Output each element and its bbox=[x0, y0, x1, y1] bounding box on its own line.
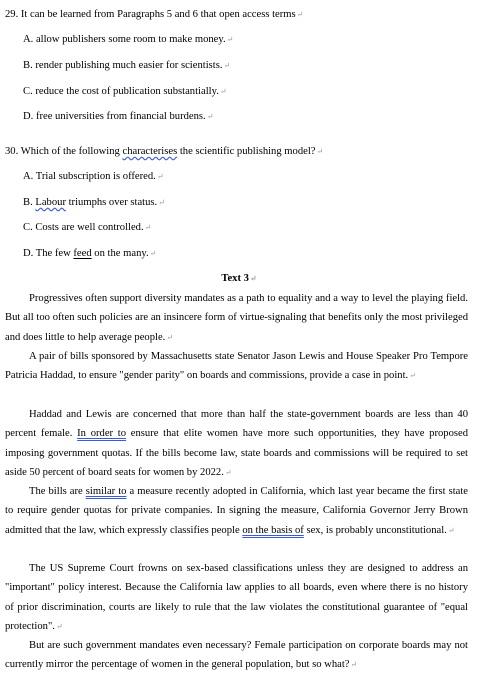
paragraph-mark: ↵ bbox=[149, 249, 157, 258]
paragraph-mark: ↵ bbox=[249, 274, 257, 283]
paragraph-mark: ↵ bbox=[55, 621, 63, 631]
paragraph-mark: ↵ bbox=[296, 10, 304, 19]
paragraph-mark: ↵ bbox=[409, 371, 416, 381]
paragraph-mark: ↵ bbox=[144, 223, 152, 232]
passage-paragraph-6: But are such government mandates even necessary? Female participation on corporate boards may not currently mirror the percentage of women in the general population, but so what?↵ bbox=[5, 640, 468, 671]
passage-paragraph-1: Progressives often support diversity mandates as a path to equality and a way to level the playing field. But all too often such policies are an insincere form of virtue-signaling that benefits only the most privileged and does little to help average people.↵ bbox=[5, 293, 468, 343]
passage-paragraph-4: The bills are similar to a measure recently adopted in California, which last year became the first state to require gender quotas for private companies. In signing the measure, California Governor Jerry Brown admitted that the law, which expressly classifies people on the basis of sex, is probably unconstitutional.↵ bbox=[5, 486, 468, 536]
underlined-word: feed bbox=[73, 248, 92, 259]
paragraph-mark: ↵ bbox=[156, 172, 164, 181]
question-29-option-b: B. render publishing much easier for scientists.↵ bbox=[23, 60, 231, 71]
paragraph-mark: ↵ bbox=[166, 332, 174, 342]
question-30-option-c: C. Costs are well controlled.↵ bbox=[23, 222, 152, 233]
spellcheck-word: Labour bbox=[35, 197, 66, 208]
highlighted-phrase: In order to bbox=[77, 428, 127, 440]
paragraph-mark: ↵ bbox=[226, 35, 234, 44]
passage-paragraph-5: The US Supreme Court frowns on sex-based classifications unless they are designed to address an "important" policy interest. Because the California law applies to all boards, even where there is no history of prior discrimination, courts are likely to rule that the law violates the constitutional guarantee of "equal protection".↵ bbox=[5, 563, 468, 632]
spellcheck-word: characterises bbox=[122, 146, 178, 157]
question-30-stem: 30. Which of the following characterises the scientific publishing model?↵ bbox=[5, 146, 324, 157]
highlighted-phrase: on the basis of bbox=[242, 524, 304, 536]
paragraph-mark: ↵ bbox=[223, 61, 231, 70]
highlighted-phrase: similar to bbox=[85, 486, 127, 497]
question-29-stem: 29. It can be learned from Paragraphs 5 and 6 that open access terms↵ bbox=[5, 9, 304, 20]
paragraph-mark: ↵ bbox=[224, 467, 232, 477]
passage-title: Text 3↵ bbox=[221, 273, 257, 284]
paragraph-mark: ↵ bbox=[350, 660, 358, 670]
question-29-option-d: D. free universities from financial burdens.↵ bbox=[23, 111, 214, 122]
paragraph-mark: ↵ bbox=[219, 87, 227, 96]
question-30-option-a: A. Trial subscription is offered.↵ bbox=[23, 171, 164, 182]
question-29-option-a: A. allow publishers some room to make money.↵ bbox=[23, 34, 234, 45]
question-29-option-c: C. reduce the cost of publication substantially.↵ bbox=[23, 86, 227, 97]
paragraph-mark: ↵ bbox=[158, 198, 165, 207]
paragraph-mark: ↵ bbox=[206, 112, 214, 121]
question-30-option-d: D. The few feed on the many.↵ bbox=[23, 248, 157, 259]
passage-paragraph-3: Haddad and Lewis are concerned that more than half the state-government boards are less than 40 percent female. In order to ensure that elite women have more such opportunities, they have proposed imposing government quotas. If the bills become law, state boards and commissions will be required to set aside 50 percent of board seats for women by 2022.↵ bbox=[5, 409, 468, 478]
question-30-option-b: B. Labour triumphs over status.↵ bbox=[23, 197, 165, 208]
passage-paragraph-2: A pair of bills sponsored by Massachusetts state Senator Jason Lewis and House Speaker Pro Tempore Patricia Haddad, to ensure "gender parity" on boards and commissions, provide a case in point.↵ bbox=[5, 351, 468, 382]
paragraph-mark: ↵ bbox=[447, 525, 455, 535]
paragraph-mark: ↵ bbox=[316, 147, 324, 156]
